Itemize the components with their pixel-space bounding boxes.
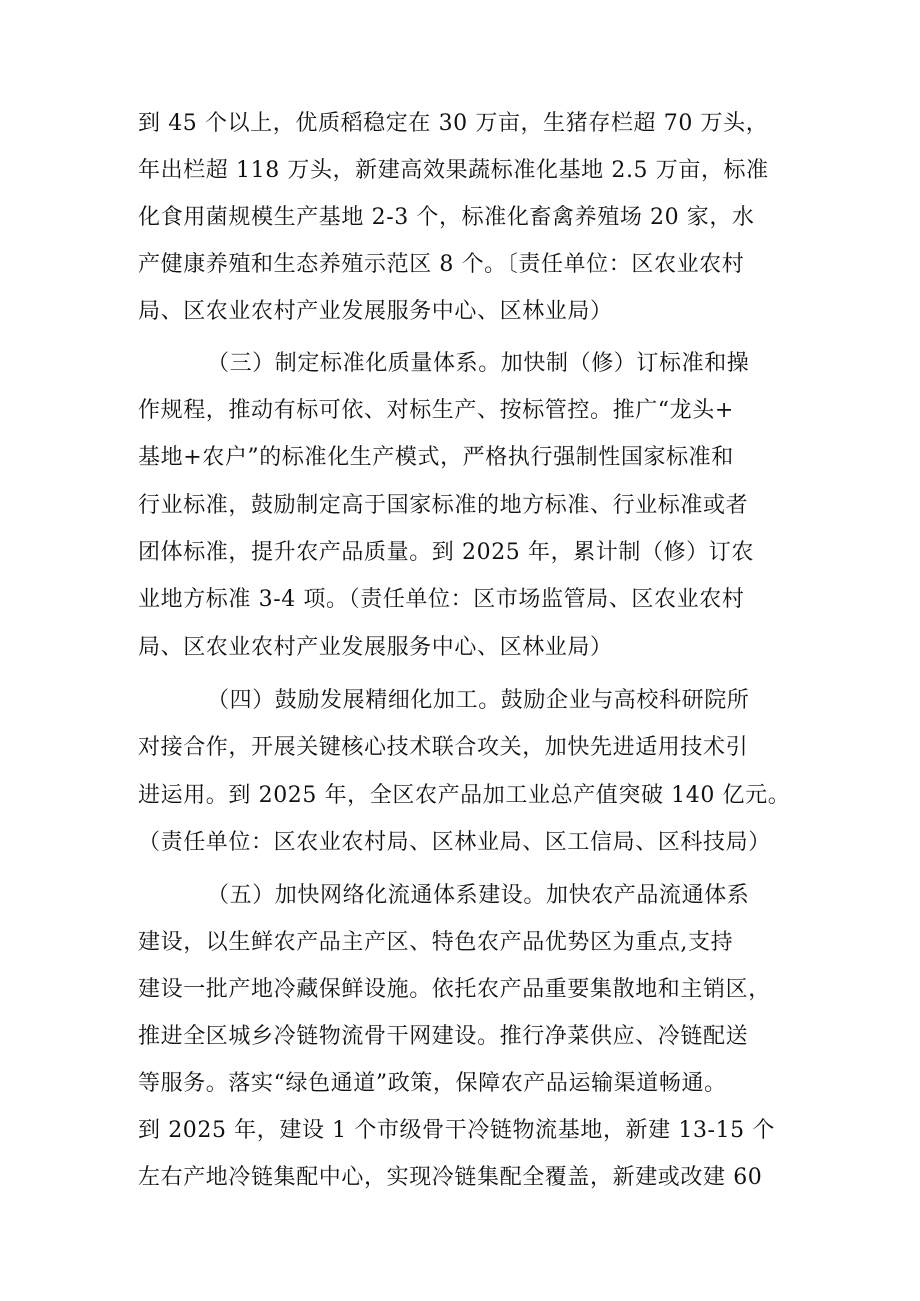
paragraph-heading-5: （五）加快网络化流通体系建设。加快农产品流通体系 [207,883,750,908]
text-line: 基地+农户”的标准化生产模式，严格执行强制性国家标准和 [138,445,734,470]
text-line: 化食用菌规模生产基地 2-3 个，标准化畜禽养殖场 20 家，水 [138,205,755,230]
text-line: 推进全区城乡冷链物流骨干网建设。推行净菜供应、冷链配送 [138,1024,749,1049]
text-line: 左右产地冷链集配中心，实现冷链集配全覆盖，新建或改建 60 [138,1165,763,1190]
text-line: 对接合作，开展关键核心技术联合攻关，加快先进适用技术引 [138,735,749,760]
text-line: （责任单位：区农业农村局、区林业局、区工信局、区科技局） [138,830,771,855]
text-line: 年出栏超 118 万头，新建高效果蔬标准化基地 2.5 万亩，标准 [138,158,769,183]
text-line: 到 45 个以上，优质稻稳定在 30 万亩，生猪存栏超 70 万头， [138,111,769,136]
paragraph-heading-4: （四）鼓励发展精细化加工。鼓励企业与高校科研院所 [207,688,750,713]
text-line: 团体标准，提升农产品质量。到 2025 年，累计制（修）订农 [138,540,754,565]
paragraph-heading-3: （三）制定标准化质量体系。加快制（修）订标准和操 [207,351,750,376]
text-line: 等服务。落实“绿色通道”政策，保障农产品运输渠道畅通。 [138,1071,727,1096]
text-line: 建设，以生鲜农产品主产区、特色农产品优势区为重点,支持 [138,930,734,955]
text-line: 产健康养殖和生态养殖示范区 8 个。〔责任单位：区农业农村 [138,252,745,277]
text-line: 作规程，推动有标可依、对标生产、按标管控。推广“龙头+ [138,398,734,423]
text-line: 建设一批产地冷藏保鲜设施。依托农产品重要集散地和主销区， [138,977,771,1002]
text-line: 到 2025 年，建设 1 个市级骨干冷链物流基地，新建 13-15 个 [138,1118,775,1143]
text-line: 业地方标准 3-4 项。（责任单位：区市场监管局、区农业农村 [138,587,745,612]
text-line: 进运用。到 2025 年，全区农产品加工业总产值突破 140 亿元。 [138,783,791,808]
text-line: 行业标准，鼓励制定高于国家标准的地方标准、行业标准或者 [138,493,749,518]
text-line: 局、区农业农村产业发展服务中心、区林业局） [138,299,613,324]
text-line: 局、区农业农村产业发展服务中心、区林业局） [138,635,613,660]
